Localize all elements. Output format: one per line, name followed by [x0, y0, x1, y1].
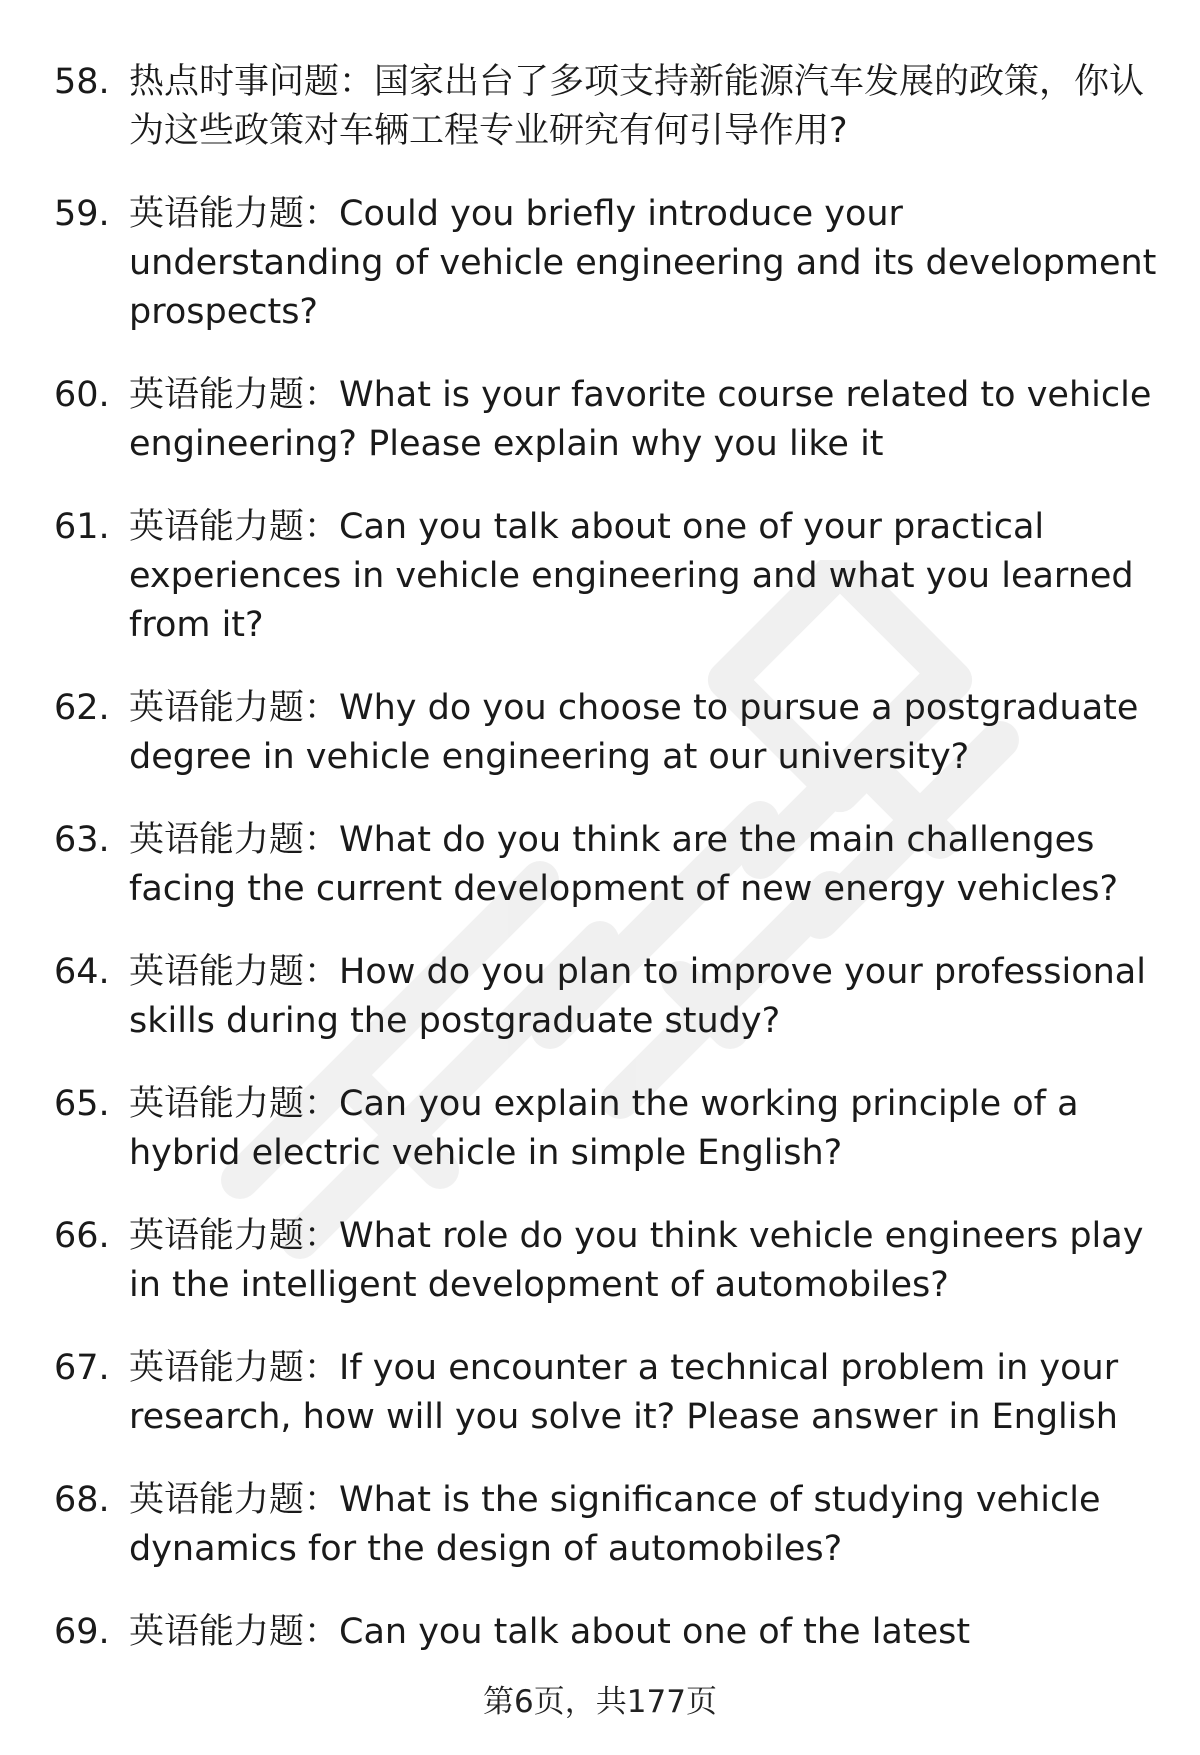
question-text: 英语能力题：What role do you think vehicle engineers play in the intelligent development of automobiles? [129, 1216, 1144, 1305]
page-indicator: 第6页，共177页 [483, 1684, 717, 1720]
question-number: 61. [54, 507, 110, 547]
question-item [54, 190, 1164, 337]
question-item [54, 948, 1164, 1046]
question-text: 英语能力题：Can you talk about one of the latest [129, 1612, 971, 1652]
question-text: 英语能力题：What is your favorite course related to vehicle engineering? Please explain why you like it [129, 375, 1152, 464]
question-text: 英语能力题：What do you think are the main challenges facing the current development of new energy vehicles? [129, 820, 1119, 909]
question-number: 68. [54, 1480, 110, 1520]
question-text: 英语能力题：Can you explain the working principle of a hybrid electric vehicle in simple English? [129, 1084, 1079, 1173]
question-number: 59. [54, 194, 110, 234]
question-item [54, 816, 1164, 914]
question-item [54, 1344, 1164, 1442]
question-number: 62. [54, 688, 110, 728]
question-item [54, 1080, 1164, 1178]
question-number: 60. [54, 375, 110, 415]
question-item [54, 684, 1164, 782]
question-item [54, 1476, 1164, 1574]
question-number: 63. [54, 820, 110, 860]
question-number: 65. [54, 1084, 110, 1124]
question-text: 英语能力题：How do you plan to improve your professional skills during the postgraduate study? [129, 952, 1146, 1041]
question-text: 英语能力题：Can you talk about one of your practical experiences in vehicle engineering and what you learned from it? [129, 507, 1134, 645]
question-text: 热点时事问题：国家出台了多项支持新能源汽车发展的政策，你认为这些政策对车辆工程专业研究有何引导作用? [129, 62, 1145, 151]
question-number: 67. [54, 1348, 110, 1388]
question-item [54, 1212, 1164, 1310]
question-item [54, 503, 1164, 650]
question-text: 英语能力题：Why do you choose to pursue a postgraduate degree in vehicle engineering at our university? [129, 688, 1139, 777]
question-text: 英语能力题：If you encounter a technical problem in your research, how will you solve it? Please answer in English [129, 1348, 1119, 1437]
question-text: 英语能力题：Could you briefly introduce your understanding of vehicle engineering and its development prospects? [129, 194, 1157, 332]
question-list [54, 58, 1164, 1691]
question-item [54, 58, 1164, 156]
question-number: 58. [54, 62, 110, 102]
question-item [54, 371, 1164, 469]
question-item [54, 1608, 1164, 1657]
question-number: 69. [54, 1612, 110, 1652]
question-number: 64. [54, 952, 110, 992]
question-number: 66. [54, 1216, 110, 1256]
question-text: 英语能力题：What is the significance of studying vehicle dynamics for the design of automobiles? [129, 1480, 1101, 1569]
